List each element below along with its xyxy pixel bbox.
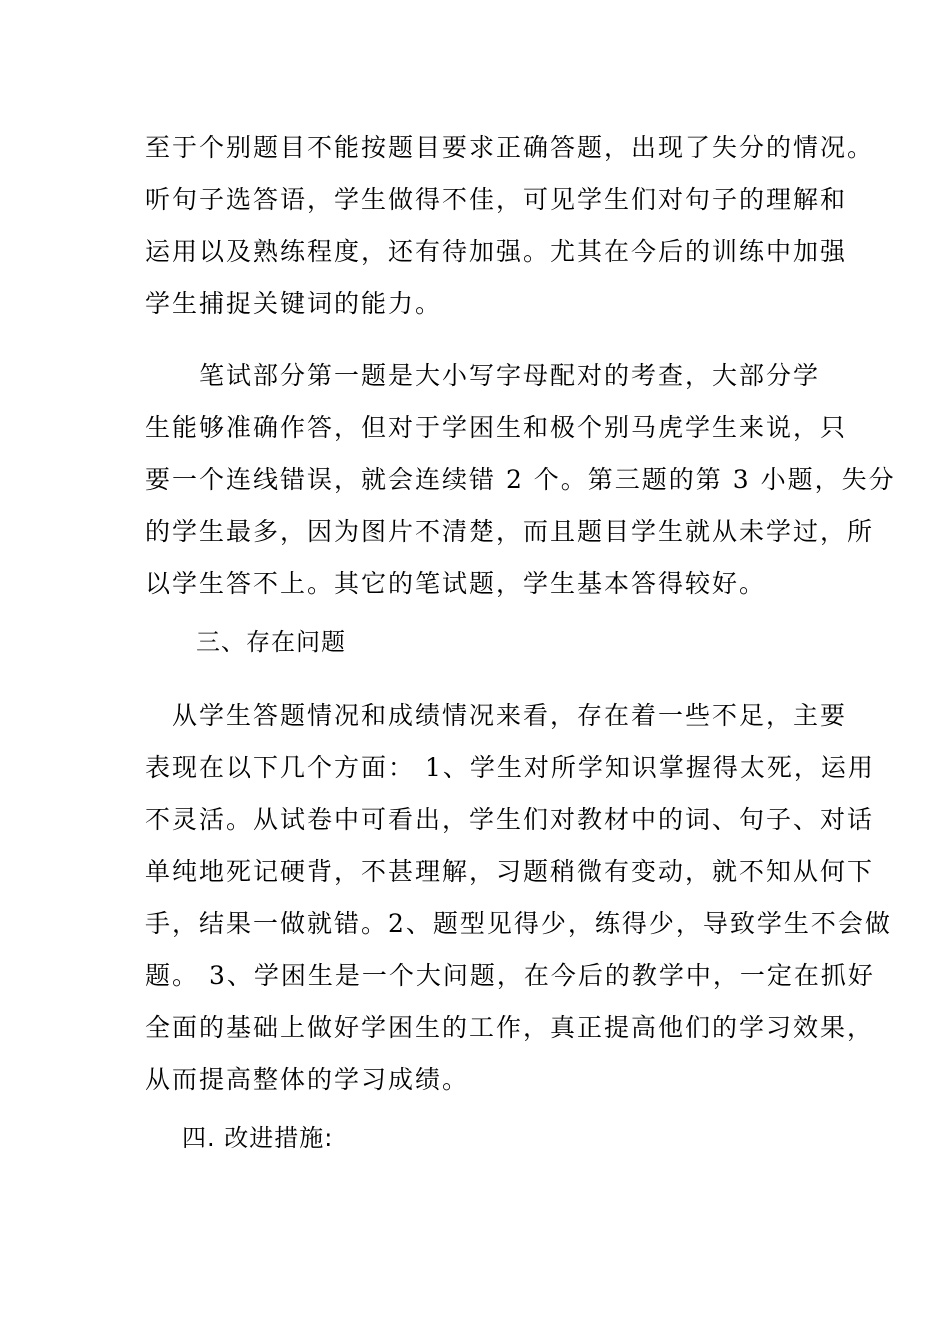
text-line: 从而提高整体的学习成绩。 — [145, 1065, 470, 1094]
text-line: 学生捕捉关键词的能力。 — [145, 289, 443, 318]
section-heading-improvements: 四. 改进措施: — [182, 1124, 334, 1152]
text-line: 全面的基础上做好学困生的工作，真正提高他们的学习效果， — [145, 1013, 875, 1042]
paragraph-written-test — [145, 350, 896, 610]
text-line: 笔试部分第一题是大小写字母配对的考查，大部分学 — [145, 361, 821, 390]
text-line: 题。 3、学困生是一个大问题，在今后的教学中，一定在抓好 — [145, 961, 875, 990]
text-line: 要一个连线错误，就会连续错 2 个。第三题的第 3 小题，失分 — [145, 465, 896, 494]
paragraph-answer-analysis — [145, 122, 875, 330]
section-heading-problems: 三、存在问题 — [196, 628, 346, 656]
text-line: 不灵活。从试卷中可看出，学生们对教材中的词、句子、对话 — [145, 805, 875, 834]
text-line: 至于个别题目不能按题目要求正确答题，出现了失分的情况。 — [145, 133, 875, 162]
text-line: 以学生答不上。其它的笔试题，学生基本答得较好。 — [145, 569, 767, 598]
text-line: 从学生答题情况和成绩情况来看，存在着一些不足，主要 — [145, 701, 848, 730]
text-line: 的学生最多，因为图片不清楚，而且题目学生就从未学过，所 — [145, 517, 875, 546]
text-line: 运用以及熟练程度，还有待加强。尤其在今后的训练中加强 — [145, 237, 848, 266]
paragraph-problems — [145, 690, 892, 1106]
text-line: 单纯地死记硬背，不甚理解，习题稍微有变动，就不知从何下 — [145, 857, 875, 886]
text-line: 手，结果一做就错。2、题型见得少，练得少，导致学生不会做 — [145, 909, 892, 938]
text-line: 生能够准确作答，但对于学困生和极个别马虎学生来说，只 — [145, 413, 848, 442]
text-line: 听句子选答语，学生做得不佳，可见学生们对句子的理解和 — [145, 185, 848, 214]
text-line: 表现在以下几个方面： 1、学生对所学知识掌握得太死，运用 — [145, 753, 875, 782]
